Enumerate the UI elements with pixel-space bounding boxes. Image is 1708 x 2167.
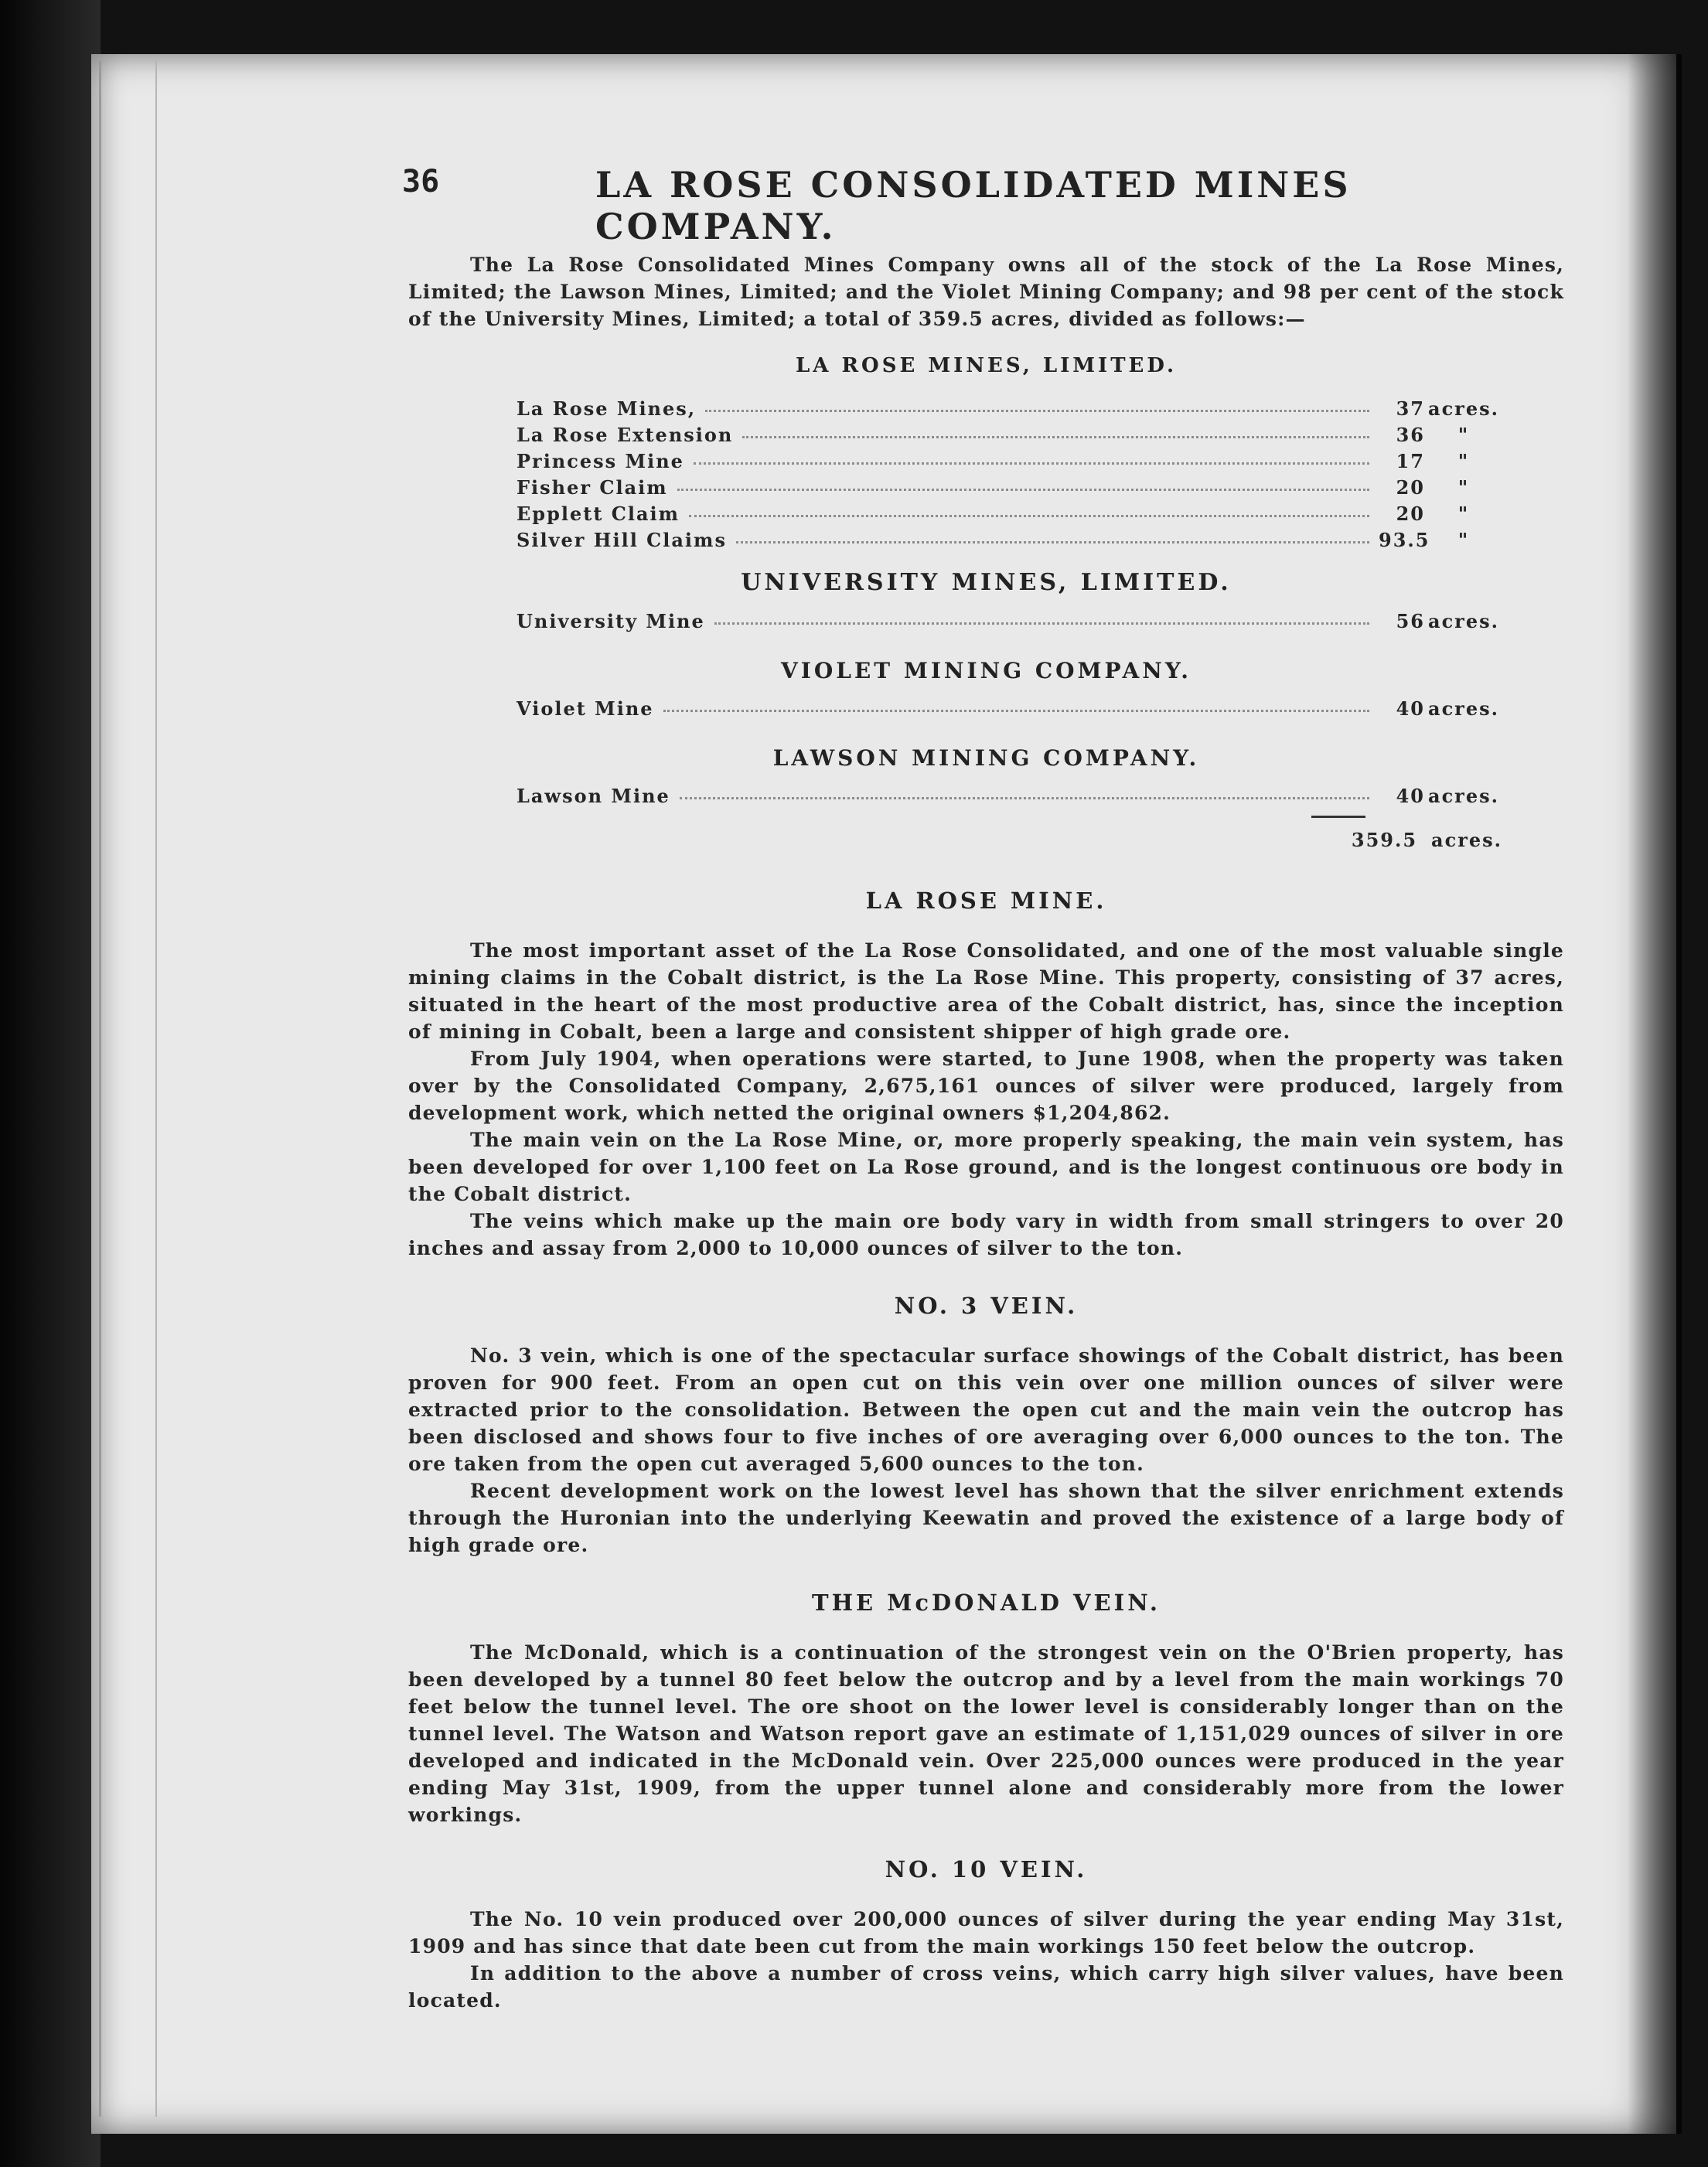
group-heading: VIOLET MINING COMPANY. [781,658,1192,683]
property-name: La Rose Mines, [516,397,697,420]
property-unit: acres. [1428,610,1499,632]
scan-left-edge [0,0,101,2167]
intro-paragraph: The La Rose Consolidated Mines Company owns all of the stock of the La Rose Mines, Limited; the Lawson Mines, Limited; and the Violet Mining Company; and 98 per cent of the stock of the University Mines, Limited; a total of 359.5 acres, divided as follows:— [408,254,1564,330]
dot-leader [705,397,1369,412]
section-heading: NO. 3 VEIN. [894,1293,1079,1319]
property-unit: " [1457,529,1470,551]
property-acres: 20 [1396,503,1425,525]
property-acres: 20 [1396,476,1425,499]
property-unit: " [1457,424,1470,446]
page-header [402,164,1392,247]
page-number: 36 [402,164,440,199]
property-table [408,785,1502,811]
property-name: University Mine [516,610,705,632]
page-stack-edges [99,60,157,2117]
property-name: Epplett Claim [516,503,680,525]
property-acres: 56 [1396,610,1425,632]
body-paragraph: In addition to the above a number of cross veins, which carry high silver values, have been located. [408,1962,1564,2012]
dot-leader [680,785,1369,799]
property-name: La Rose Extension [516,424,734,446]
sum-rule [1311,816,1365,818]
property-acres: 40 [1396,697,1425,720]
body-paragraph: The veins which make up the main ore body vary in width from small stringers to over 20 inches and assay from 2,000 to 10,000 ounces of silver to the ton. [408,1210,1564,1259]
property-name: Violet Mine [516,697,654,720]
property-row [516,503,1502,529]
property-unit: acres. [1428,785,1499,807]
total-row [408,829,1502,860]
property-name: Lawson Mine [516,785,670,807]
property-row [516,697,1502,724]
dot-leader [742,424,1369,438]
property-acres: 37 [1396,397,1425,420]
property-acres: 93.5 [1379,529,1430,551]
property-table [408,610,1502,636]
property-name: Princess Mine [516,450,684,472]
body-paragraph: The most important asset of the La Rose Consolidated, and one of the most valuable single mining claims in the Cobalt district, is the La Rose Mine. This property, consisting of 37 acres, situated in the heart of the most productive area of the Cobalt district, has, since the inception of mining in Cobalt, been a large and consistent shipper of high grade ore. [408,939,1564,1043]
binding-shadow [1628,54,1682,2134]
dot-leader [677,476,1369,491]
property-row [516,450,1502,476]
property-row [516,397,1502,424]
body-paragraph: Recent development work on the lowest level has shown that the silver enrichment extends through the Huronian into the underlying Keewatin and proved the existence of a large body of high grade ore. [408,1480,1564,1556]
property-unit: acres. [1428,397,1499,420]
section-heading: LA ROSE MINE. [865,888,1107,914]
property-unit: " [1457,503,1470,525]
property-table [408,397,1502,555]
property-name: Silver Hill Claims [516,529,727,551]
group-heading: LAWSON MINING COMPANY. [772,745,1200,771]
dot-leader [694,450,1369,465]
property-row [516,476,1502,503]
page-content [408,251,1564,2014]
body-paragraph: No. 3 vein, which is one of the spectacular surface showings of the Cobalt district, has been proven for 900 feet. From an open cut on this vein over one million ounces of silver were extracted prior to the consolidation. Between the open cut and the main vein the outcrop has been disclosed and shows four to five inches of ore averaging over 6,000 ounces to the ton. The ore taken from the open cut averaged 5,600 ounces to the ton. [408,1344,1564,1475]
running-title: LA ROSE CONSOLIDATED MINES COMPANY. [595,164,1352,247]
body-paragraph: The No. 10 vein produced over 200,000 ounces of silver during the year ending May 31st, 1909 and has since that date been cut from the main workings 150 feet below the outcrop. [408,1908,1564,1957]
property-row [516,610,1502,636]
body-paragraph: From July 1904, when operations were started, to June 1908, when the property was taken over by the Consolidated Company, 2,675,161 ounces of silver were produced, largely from development work, which netted the original owners $1,204,862. [408,1048,1564,1124]
section-heading: NO. 10 VEIN. [885,1856,1088,1882]
property-acres: 36 [1396,424,1425,446]
property-name: Fisher Claim [516,476,668,499]
group-heading: UNIVERSITY MINES, LIMITED. [741,569,1232,596]
property-row [516,529,1502,555]
dot-leader [663,697,1369,712]
property-row [516,424,1502,450]
property-unit: " [1457,476,1470,499]
body-paragraph: The main vein on the La Rose Mine, or, more properly speaking, the main vein system, has been developed for over 1,100 feet on La Rose ground, and is the longest continuous ore body in the Cobalt district. [408,1129,1564,1205]
total-acres: 359.5 [1351,829,1418,851]
group-heading: LA ROSE MINES, LIMITED. [795,354,1178,377]
property-unit: " [1457,450,1470,472]
property-row [516,785,1502,811]
total-unit: acres. [1431,829,1502,851]
property-acres: 40 [1396,785,1425,807]
property-table [408,697,1502,724]
dot-leader [736,529,1369,543]
property-unit: acres. [1428,697,1499,720]
property-acres: 17 [1396,450,1425,472]
section-heading: THE McDONALD VEIN. [812,1589,1161,1616]
dot-leader [714,610,1369,625]
body-paragraph: The McDonald, which is a continuation of the strongest vein on the O'Brien property, has been developed by a tunnel 80 feet below the outcrop and by a level from the main workings 70 feet below the tunnel level. The ore shoot on the lower level is considerably longer than on the tunnel level. The Watson and Watson report gave an estimate of 1,151,029 ounces of silver in ore developed and indicated in the McDonald vein. Over 225,000 ounces were produced in the year ending May 31st, 1909, from the upper tunnel alone and considerably more from the lower workings. [408,1641,1564,1826]
dot-leader [689,503,1369,517]
